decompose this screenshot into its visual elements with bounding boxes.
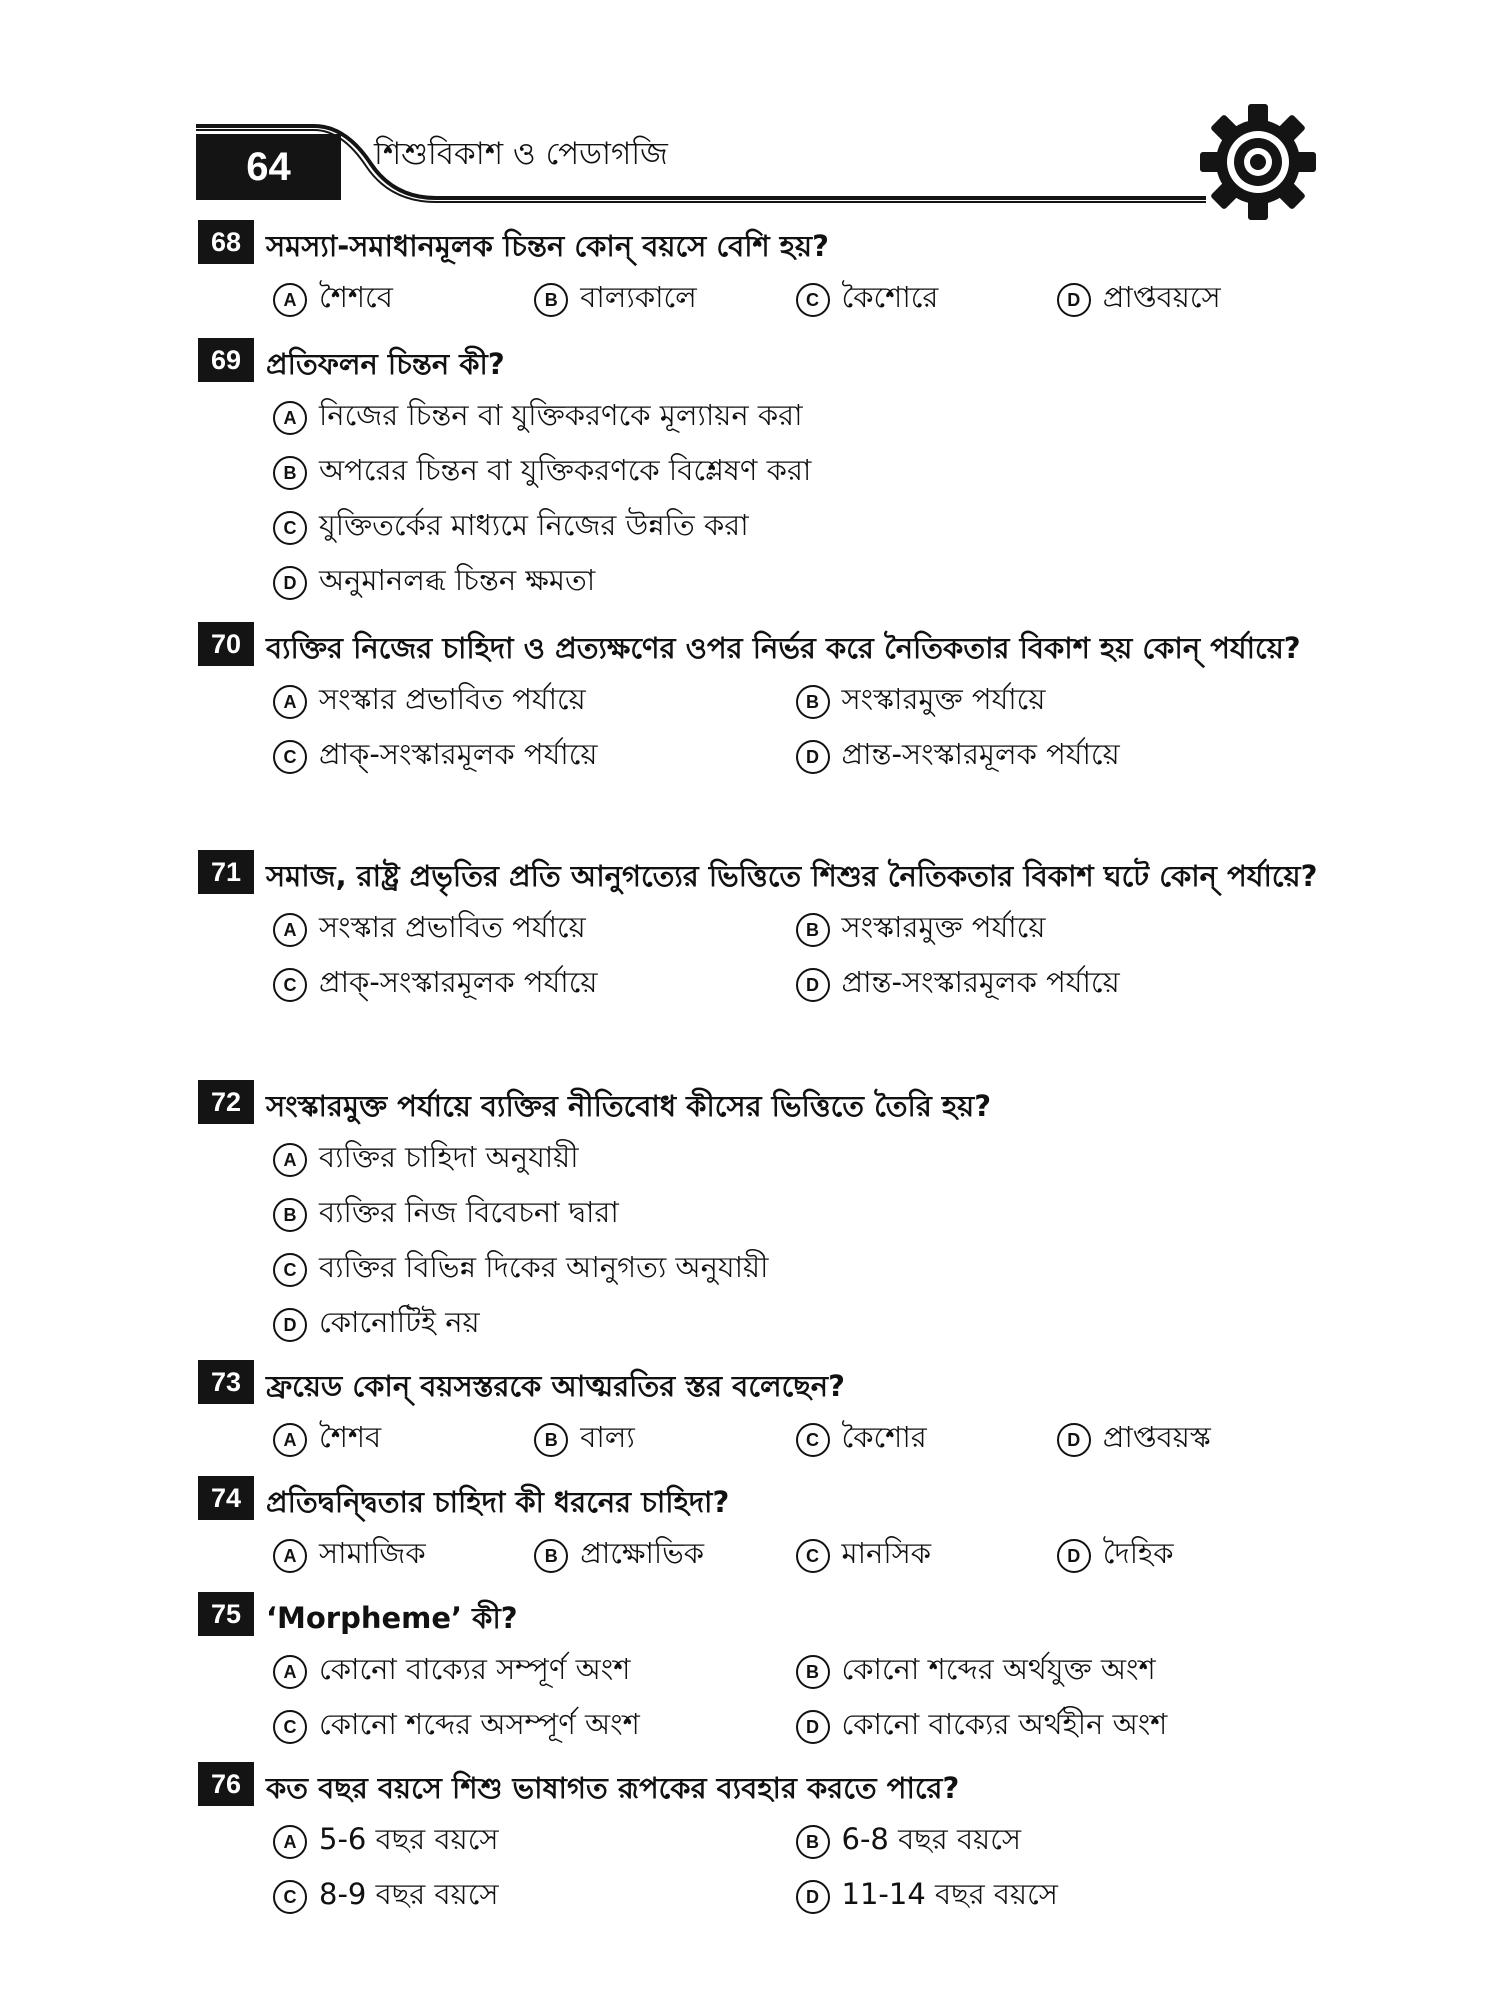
option-text: প্রাক্-সংস্কারমূলক পর্যায়ে <box>319 965 598 999</box>
options <box>273 1528 1318 1583</box>
option-letter-d: D <box>1057 283 1091 317</box>
option-letter-b: B <box>273 1198 307 1232</box>
option-a <box>273 1647 796 1696</box>
question-number: 74 <box>198 1476 254 1520</box>
page-number: 64 <box>196 134 341 200</box>
option-text: 5-6 বছর বয়সে <box>319 1822 499 1856</box>
option-c <box>796 1531 1057 1580</box>
option-text: শৈশবে <box>319 280 393 314</box>
option-d <box>1057 275 1318 324</box>
option-text: বাল্যকালে <box>580 280 697 314</box>
option-letter-d: D <box>1057 1423 1091 1457</box>
option-letter-a: A <box>273 1655 307 1689</box>
option-text: প্রাপ্তবয়সে <box>1102 280 1221 314</box>
option-text: অপরের চিন্তন বা যুক্তিকরণকে বিশ্লেষণ করা <box>319 453 812 487</box>
option-letter-a: A <box>273 401 307 435</box>
option-letter-b: B <box>796 1825 830 1859</box>
option-text: নিজের চিন্তন বা যুক্তিকরণকে মূল্যায়ন করা <box>319 398 803 432</box>
option-d <box>273 558 595 607</box>
options <box>273 1644 1318 1754</box>
option-letter-b: B <box>534 1539 568 1573</box>
option-text: কোনো শব্দের অসম্পূর্ণ অংশ <box>319 1707 640 1741</box>
question-number: 73 <box>198 1360 254 1404</box>
question-72 <box>198 1080 1318 1352</box>
option-letter-d: D <box>1057 1539 1091 1573</box>
option-letter-d: D <box>796 1710 830 1744</box>
option-letter-c: C <box>796 283 830 317</box>
option-c <box>273 732 796 781</box>
option-text: সংস্কারমুক্ত পর্যায়ে <box>841 682 1046 716</box>
option-a <box>273 393 803 442</box>
option-letter-a: A <box>273 1539 307 1573</box>
option-text: সংস্কার প্রভাবিত পর্যায়ে <box>319 910 586 944</box>
option-b <box>273 448 811 497</box>
option-letter-a: A <box>273 1825 307 1859</box>
option-letter-c: C <box>273 1880 307 1914</box>
question-74 <box>198 1476 1318 1583</box>
question-70 <box>198 622 1318 784</box>
option-text: প্রাপ্তবয়স্ক <box>1102 1420 1211 1454</box>
option-letter-b: B <box>796 685 830 719</box>
option-c <box>273 1245 768 1294</box>
question-number: 75 <box>198 1592 254 1636</box>
option-b <box>796 677 1319 726</box>
option-text: শৈশব <box>319 1420 382 1454</box>
option-text: 8-9 বছর বয়সে <box>319 1877 499 1911</box>
option-text: কোনো বাক্যের অর্থহীন অংশ <box>841 1707 1168 1741</box>
option-text: বাল্য <box>580 1420 635 1454</box>
options <box>273 272 1318 327</box>
question-text: ‘Morpheme’ কী? <box>266 1601 518 1635</box>
option-letter-c: C <box>273 1253 307 1287</box>
option-letter-c: C <box>796 1539 830 1573</box>
option-d <box>796 732 1319 781</box>
option-b <box>796 1647 1319 1696</box>
option-text: যুক্তিতর্কের মাধ্যমে নিজের উন্নতি করা <box>319 508 749 542</box>
option-letter-d: D <box>796 968 830 1002</box>
option-a <box>273 1817 796 1866</box>
question-text: ফ্রয়েড কোন্ বয়সস্তরকে আত্মরতির স্তর বলেছেন? <box>266 1369 845 1403</box>
option-c <box>273 1872 796 1921</box>
option-a <box>273 1415 534 1464</box>
option-b <box>534 275 795 324</box>
option-letter-a: A <box>273 1423 307 1457</box>
option-a <box>273 1135 579 1184</box>
option-text: 6-8 বছর বয়সে <box>841 1822 1022 1856</box>
question-number: 69 <box>198 338 254 382</box>
option-letter-b: B <box>796 1655 830 1689</box>
option-text: প্রাক্-সংস্কারমূলক পর্যায়ে <box>319 737 598 771</box>
option-letter-a: A <box>273 1143 307 1177</box>
option-text: প্রাক্ষোভিক <box>580 1536 705 1570</box>
option-text: কোনোটিই নয় <box>319 1305 480 1339</box>
option-c <box>796 275 1057 324</box>
option-c <box>273 503 749 552</box>
option-text: ব্যক্তির নিজ বিবেচনা দ্বারা <box>319 1195 619 1229</box>
question-text: কত বছর বয়সে শিশু ভাষাগত রূপকের ব্যবহার করতে পারে? <box>266 1771 960 1805</box>
option-letter-a: A <box>273 913 307 947</box>
options <box>273 390 1318 610</box>
option-text: সংস্কারমুক্ত পর্যায়ে <box>841 910 1046 944</box>
option-letter-c: C <box>273 1710 307 1744</box>
question-number: 70 <box>198 622 254 666</box>
question-text: প্রতিদ্বন্দ্বিতার চাহিদা কী ধরনের চাহিদা? <box>266 1485 730 1519</box>
option-letter-c: C <box>273 511 307 545</box>
option-d <box>1057 1415 1318 1464</box>
question-number: 72 <box>198 1080 254 1124</box>
option-letter-d: D <box>796 740 830 774</box>
option-text: ব্যক্তির বিভিন্ন দিকের আনুগত্য অনুযায়ী <box>319 1250 769 1284</box>
question-text: ব্যক্তির নিজের চাহিদা ও প্রত্যক্ষণের ওপর নির্ভর করে নৈতিকতার বিকাশ হয় কোন্ পর্যায়ে? <box>266 631 1301 665</box>
option-a <box>273 677 796 726</box>
question-68 <box>198 220 1318 327</box>
options <box>273 1412 1318 1467</box>
question-number: 76 <box>198 1762 254 1806</box>
option-letter-c: C <box>796 1423 830 1457</box>
option-b <box>273 1190 619 1239</box>
option-text: কৈশোরে <box>841 280 939 314</box>
option-letter-b: B <box>534 283 568 317</box>
option-text: দৈহিক <box>1102 1536 1174 1570</box>
option-a <box>273 1531 534 1580</box>
question-number: 71 <box>198 850 254 894</box>
option-letter-a: A <box>273 283 307 317</box>
option-b <box>534 1415 795 1464</box>
option-text: প্রান্ত-সংস্কারমূলক পর্যায়ে <box>841 965 1120 999</box>
page-header <box>196 104 1316 204</box>
option-text: কোনো শব্দের অর্থযুক্ত অংশ <box>841 1652 1156 1686</box>
question-number: 68 <box>198 220 254 264</box>
header-curve-line <box>196 104 1316 204</box>
option-text: সংস্কার প্রভাবিত পর্যায়ে <box>319 682 586 716</box>
option-d <box>273 1300 480 1349</box>
option-text: কৈশোর <box>841 1420 927 1454</box>
option-letter-b: B <box>796 913 830 947</box>
option-letter-d: D <box>796 1880 830 1914</box>
question-text: সংস্কারমুক্ত পর্যায়ে ব্যক্তির নীতিবোধ কীসের ভিত্তিতে তৈরি হয়? <box>266 1089 992 1123</box>
question-75 <box>198 1592 1318 1754</box>
option-text: ব্যক্তির চাহিদা অনুযায়ী <box>319 1140 579 1174</box>
option-d <box>796 960 1319 1009</box>
options <box>273 902 1318 1012</box>
option-c <box>796 1415 1057 1464</box>
question-text: সমাজ, রাষ্ট্র প্রভৃতির প্রতি আনুগত্যের ভিত্তিতে শিশুর নৈতিকতার বিকাশ ঘটে কোন্ পর্যায়ে? <box>266 859 1318 893</box>
options <box>273 1814 1318 1924</box>
option-c <box>273 1702 796 1751</box>
option-text: কোনো বাক্যের সম্পূর্ণ অংশ <box>319 1652 631 1686</box>
option-b <box>796 1817 1319 1866</box>
option-letter-c: C <box>273 740 307 774</box>
gear-target-icon <box>1200 104 1316 220</box>
question-76 <box>198 1762 1318 1924</box>
option-letter-c: C <box>273 968 307 1002</box>
option-text: প্রান্ত-সংস্কারমূলক পর্যায়ে <box>841 737 1120 771</box>
option-b <box>796 905 1319 954</box>
option-d <box>796 1702 1319 1751</box>
question-71 <box>198 850 1318 1012</box>
option-b <box>534 1531 795 1580</box>
question-text: সমস্যা-সমাধানমূলক চিন্তন কোন্ বয়সে বেশি হয়? <box>266 229 829 263</box>
option-letter-a: A <box>273 685 307 719</box>
option-text: 11-14 বছর বয়সে <box>841 1877 1058 1911</box>
option-text: মানসিক <box>841 1536 932 1570</box>
option-a <box>273 275 534 324</box>
question-69 <box>198 338 1318 610</box>
option-letter-d: D <box>273 1308 307 1342</box>
option-text: সামাজিক <box>319 1536 426 1570</box>
option-a <box>273 905 796 954</box>
option-letter-b: B <box>534 1423 568 1457</box>
option-text: অনুমানলব্ধ চিন্তন ক্ষমতা <box>319 563 596 597</box>
option-c <box>273 960 796 1009</box>
question-73 <box>198 1360 1318 1467</box>
options <box>273 674 1318 784</box>
option-letter-b: B <box>273 456 307 490</box>
option-letter-d: D <box>273 566 307 600</box>
book-title: শিশুবিকাশ ও পেডাগজি <box>374 136 668 172</box>
question-text: প্রতিফলন চিন্তন কী? <box>266 347 505 381</box>
options <box>273 1132 1318 1352</box>
option-d <box>1057 1531 1318 1580</box>
option-d <box>796 1872 1319 1921</box>
